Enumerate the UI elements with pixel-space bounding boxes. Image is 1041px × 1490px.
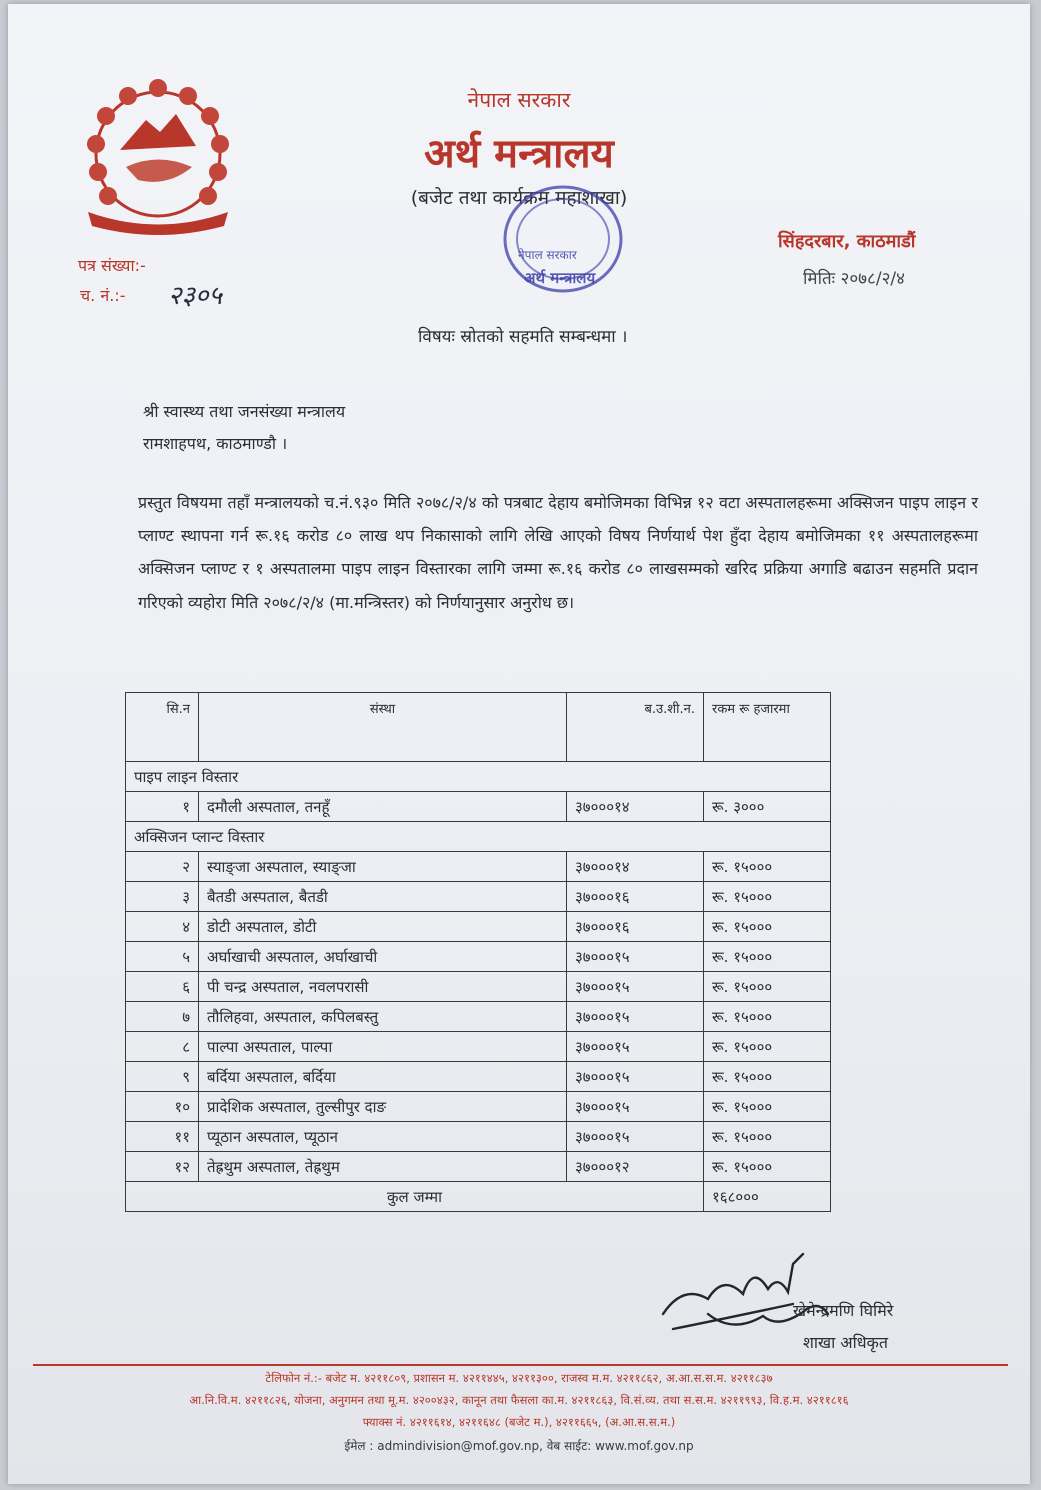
row-amount: रू. १५०००: [704, 882, 831, 912]
letter-body: प्रस्तुत विषयमा तहाँ मन्त्रालयको च.नं.९३० मिति २०७८/२/४ को पत्रबाट देहाय बमोजिमका विभिन्न १२ वटा अस्पतालहरूमा अक्सिजन पाइप लाइन र प्लाण्ट स्थापना गर्न रू.१६ करोड ८० लाख थप निकासाको लागि लेखि आएको विषय निर्णयार्थ पेश हुँदा देहाय बमोजिमका ११ अस्पतालहरूमा अक्सिजन प्लाण्ट र १ अस्पतालमा पाइप लाइन विस्तारका लागि जम्मा रू.१६ करोड ८० लाखसम्मको खरिद प्रक्रिया अगाडि बढाउन सहमति प्रदान गरिएको व्यहोरा मिति २०७८/२/४ (मा.मन्त्रिस्तर) को निर्णयानुसार अनुरोध छ।: [138, 493, 978, 612]
row-name: डोटी अस्पताल, डोटी: [199, 912, 567, 942]
row-amount: रू. १५०००: [704, 942, 831, 972]
table-row: [126, 1092, 831, 1122]
footer-line-1: टेलिफोन नं.:- बजेट म. ४२११८०९, प्रशासन म. ४२११४४५, ४२११३००, राजस्व म.म. ४२११८६२, अ.आ.स.स.म. ४२११८३७: [265, 1371, 773, 1385]
row-name: बर्दिया अस्पताल, बर्दिया: [199, 1062, 567, 1092]
row-amount: रू. १५०००: [704, 1062, 831, 1092]
row-code: ३७०००१५: [567, 1122, 704, 1152]
row-name: पी चन्द्र अस्पताल, नवलपरासी: [199, 972, 567, 1002]
row-name: अर्घाखाची अस्पताल, अर्घाखाची: [199, 942, 567, 972]
row-sn: १०: [126, 1092, 199, 1122]
header-amount: रकम रू हजारमा: [704, 693, 831, 762]
row-amount: रू. १५०००: [704, 852, 831, 882]
row-name: बैतडी अस्पताल, बैतडी: [199, 882, 567, 912]
signer-name: खेमेन्द्रमणि घिमिरे: [793, 1301, 894, 1320]
row-code: ३७०००१२: [567, 1152, 704, 1182]
row-amount: रू. १५०००: [704, 1152, 831, 1182]
row-name: पाल्पा अस्पताल, पाल्पा: [199, 1032, 567, 1062]
table-row: [126, 882, 831, 912]
table-row: [126, 1122, 831, 1152]
government-name: नेपाल सरकार: [467, 88, 571, 112]
footer-divider: [33, 1364, 1008, 1366]
section-row: [126, 762, 831, 792]
row-name: प्रादेशिक अस्पताल, तुल्सीपुर दाङ: [199, 1092, 567, 1122]
row-amount: रू. १५०००: [704, 1032, 831, 1062]
row-sn: ७: [126, 1002, 199, 1032]
row-sn: १२: [126, 1152, 199, 1182]
row-sn: ११: [126, 1122, 199, 1152]
row-amount: रू. १५०००: [704, 912, 831, 942]
row-sn: १: [126, 792, 199, 822]
footer-contact: ईमेल : admindivision@mof.gov.np, वेब साईट: www.mof.gov.np: [344, 1439, 694, 1453]
table-row: [126, 912, 831, 942]
row-name: दमौली अस्पताल, तनहूँ: [199, 792, 567, 822]
row-sn: ८: [126, 1032, 199, 1062]
table-row: [126, 792, 831, 822]
recipient-line-2: रामशाहपथ, काठमाण्डौ ।: [143, 434, 288, 453]
row-sn: ९: [126, 1062, 199, 1092]
table-row: [126, 1062, 831, 1092]
row-name: तौलिहवा, अस्पताल, कपिलबस्तु: [199, 1002, 567, 1032]
row-amount: रू. १५०००: [704, 1002, 831, 1032]
hospital-budget-table: [125, 692, 831, 1212]
row-code: ३७०००१५: [567, 972, 704, 1002]
row-amount: रू. १५०००: [704, 972, 831, 1002]
row-code: ३७०००१६: [567, 912, 704, 942]
header-sn: सि.न: [126, 693, 199, 762]
row-sn: ४: [126, 912, 199, 942]
total-label: कुल जम्मा: [126, 1182, 704, 1212]
table-row: [126, 1152, 831, 1182]
row-name: प्यूठान अस्पताल, प्यूठान: [199, 1122, 567, 1152]
chalani-label: च. नं.:-: [80, 286, 126, 305]
table-header-row: [126, 693, 831, 762]
row-code: ३७०००१५: [567, 1062, 704, 1092]
stamp-text-1: नेपाल सरकार: [518, 248, 577, 262]
row-code: ३७०००१६: [567, 882, 704, 912]
patra-sankhya-label: पत्र संख्या:-: [78, 256, 146, 275]
section-row: [126, 822, 831, 852]
handwritten-signature: [653, 1244, 853, 1344]
row-amount: रू. १५०००: [704, 1092, 831, 1122]
subject-line: विषयः स्रोतको सहमति सम्बन्धमा ।: [418, 327, 628, 347]
section-pipeline-label: पाइप लाइन विस्तार: [126, 762, 831, 792]
ministry-title: अर्थ मन्त्रालय: [424, 130, 614, 177]
row-code: ३७०००१४: [567, 792, 704, 822]
row-code: ३७०००१५: [567, 942, 704, 972]
row-sn: ६: [126, 972, 199, 1002]
table-row: [126, 942, 831, 972]
division-name: (बजेट तथा कार्यक्रम महाशाखा): [410, 187, 628, 209]
footer-line-3: फ्याक्स नं. ४२११६१४, ४२११६४८ (बजेट म.), ४२११६६५, (अ.आ.स.स.म.): [362, 1415, 676, 1429]
row-name: तेह्रथुम अस्पताल, तेह्रथुम: [199, 1152, 567, 1182]
place: सिंहदरबार, काठमाडौं: [778, 231, 916, 252]
row-name: स्याङ्जा अस्पताल, स्याङ्जा: [199, 852, 567, 882]
total-row: [126, 1182, 831, 1212]
row-code: ३७०००१५: [567, 1002, 704, 1032]
stamp-text-2: अर्थ मन्त्रालय: [524, 269, 596, 287]
row-code: ३७०००१४: [567, 852, 704, 882]
total-amount: १६८०००: [704, 1182, 831, 1212]
letter-date: मितिः २०७८/२/४: [803, 269, 905, 289]
header-code: ब.उ.शी.न.: [567, 693, 704, 762]
row-amount: रू. ३०००: [704, 792, 831, 822]
row-code: ३७०००१५: [567, 1092, 704, 1122]
letter-page: [8, 4, 1030, 1484]
section-oxygen-label: अक्सिजन प्लान्ट विस्तार: [126, 822, 831, 852]
signer-designation: शाखा अधिकृत: [803, 1333, 888, 1352]
chalani-number: २३०५: [168, 281, 223, 311]
table-row: [126, 852, 831, 882]
row-sn: २: [126, 852, 199, 882]
row-sn: ३: [126, 882, 199, 912]
header-name: संस्था: [199, 693, 567, 762]
footer-line-2: आ.नि.वि.म. ४२११८२६, योजना, अनुगमन तथा मू.म. ४२००४३२, कानून तथा फैसला का.म. ४२११८६३, वि.सं.व्य. तथा स.स.म. ४२११९९३, वि.ह.म. ४२११८१६: [189, 1393, 849, 1407]
table-row: [126, 1032, 831, 1062]
recipient-line-1: श्री स्वास्थ्य तथा जनसंख्या मन्त्रालय: [143, 402, 346, 421]
row-amount: रू. १५०००: [704, 1122, 831, 1152]
table-row: [126, 972, 831, 1002]
row-sn: ५: [126, 942, 199, 972]
table-row: [126, 1002, 831, 1032]
ministry-stamp: [498, 179, 628, 299]
row-code: ३७०००१५: [567, 1032, 704, 1062]
